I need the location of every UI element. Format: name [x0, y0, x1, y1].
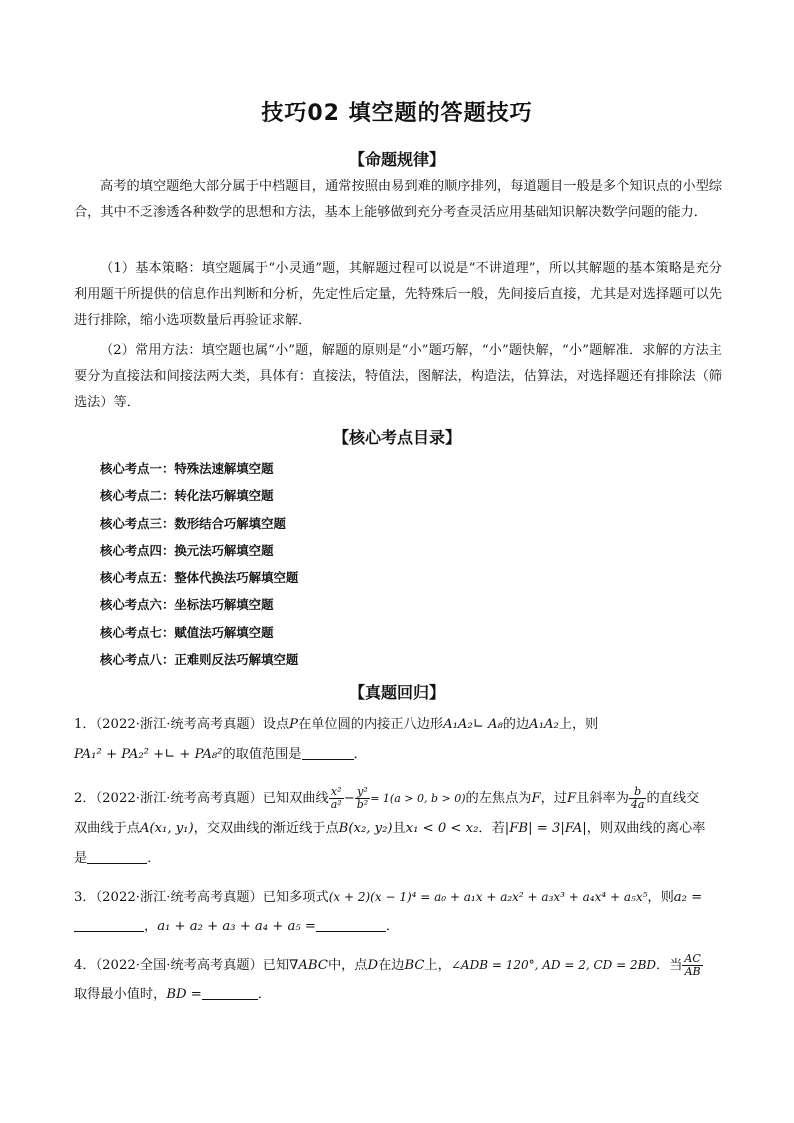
math-expr: A₁A₂∟ A₈	[443, 717, 503, 732]
problem-text: 上，	[424, 958, 451, 973]
math-expr: ∇ABC	[289, 958, 328, 973]
math-expr: F	[567, 791, 577, 806]
problem-text: 且斜率为	[576, 791, 629, 806]
problem-text: 的直线交	[646, 791, 700, 806]
problem-text: ．	[147, 851, 161, 866]
problem-text: 取得最小值时，	[74, 987, 167, 1002]
answer-blank[interactable]	[316, 917, 386, 932]
answer-blank[interactable]	[202, 985, 258, 1000]
problem-4	[74, 950, 722, 1010]
problem-text: ，过	[540, 791, 567, 806]
math-expr: |FB| = 3|FA|	[504, 821, 587, 836]
page-title: 技巧02 填空题的答题技巧	[261, 101, 533, 126]
toc-list	[100, 459, 298, 677]
toc-item: 核心考点五：整体代换法巧解填空题	[100, 570, 299, 586]
math-expr: A(x₁, y₁)	[139, 821, 194, 836]
math-expr: D	[367, 958, 379, 973]
math-expr: (x + 2)(x − 1)⁴ = a₀ + a₁x + a₂x² + a₃x³ + a₄x⁴ + a₅x⁵	[328, 890, 648, 904]
problem-2	[74, 784, 722, 874]
problem-text: 2．（2022·浙江·统考高考真题）已知双曲线	[74, 791, 329, 806]
problem-text: ．当	[656, 958, 683, 973]
math-op: −	[343, 791, 355, 806]
math-expr: F	[531, 791, 541, 806]
fraction: $\frac{\text{y²}}{\text{b²}}$	[356, 785, 369, 811]
toc-item: 核心考点二：转化法巧解填空题	[100, 488, 274, 504]
toc-item: 核心考点四：换元法巧解填空题	[100, 542, 274, 558]
toc-item: 核心考点六：坐标法巧解填空题	[100, 597, 274, 613]
fraction: $\frac{\text{x²}}{\text{a²}}$	[330, 785, 342, 811]
problem-text: 在单位圆的内接正八边形	[298, 717, 444, 732]
section-heading-toc: 【核心考点目录】	[332, 428, 461, 447]
intro-paragraph-2: （1）基本策略：填空题属于“小灵通”题，其解题过程可以说是“不讲道理”，所以其解题的基本策略是充分利用题干所提供的信息作出判断和分析，先定性后定量，先特殊后一般，先间接后直接，尤其是对选择题可以先进行排除，缩小选项数量后再验证求解．	[74, 261, 722, 328]
toc-item: 核心考点一：特殊法速解填空题	[100, 461, 274, 476]
problem-text: ．	[353, 747, 367, 762]
toc-item: 核心考点八：正难则反法巧解填空题	[100, 652, 299, 668]
fraction: $\frac{AC}{AB}$	[684, 952, 701, 978]
problem-text: ，则双曲线的离心率	[586, 821, 706, 836]
problem-text: 的左焦点为	[465, 791, 532, 806]
problem-text: 双曲线于点	[74, 821, 140, 836]
math-expr: BC	[404, 958, 425, 973]
problem-text: ．若	[478, 821, 505, 836]
math-expr: BD =	[166, 987, 202, 1002]
problem-text: 且	[392, 821, 406, 836]
intro-paragraph-3: （2）常用方法：填空题也属“小”题，解题的原则是“小”题巧解，“小”题快解，“小”题解准．求解的方法主要分为直接法和间接法两大类，具体有：直接法，特值法，图解法，构造法，估算法，对选择题还有排除法（筛选法）等．	[74, 343, 722, 410]
math-expr: B(x₂, y₂)	[338, 821, 393, 836]
problem-text: 1．（2022·浙江·统考高考真题）设点	[74, 717, 290, 732]
toc-item: 核心考点三：数形结合巧解填空题	[100, 515, 286, 531]
problem-text: ．	[385, 919, 400, 934]
problem-3	[74, 882, 722, 942]
problem-text: 3．（2022·浙江·统考高考真题）已知多项式	[74, 890, 329, 905]
fraction: $\frac{b}{4a}$	[630, 785, 645, 811]
problem-text: 是	[74, 851, 88, 866]
problem-text: ，则	[647, 890, 674, 905]
problem-text: 4．（2022·全国·统考高考真题）已知	[74, 958, 290, 973]
section-heading-rules: 【命题规律】	[348, 150, 445, 169]
problem-text: ，交双曲线的渐近线于点	[193, 821, 339, 836]
answer-blank[interactable]	[74, 917, 144, 932]
vector-sum-expr: PA₁² + PA₂² +∟ + PA₈²	[74, 747, 223, 762]
answer-blank[interactable]	[87, 849, 147, 864]
math-expr: A₁A₂	[529, 717, 559, 732]
problem-text: ．	[257, 987, 272, 1002]
math-expr: = 1(a > 0, b > 0)	[370, 792, 466, 805]
intro-paragraph-1: 高考的填空题绝大部分属于中档题目，通常按照由易到难的顺序排列，每道题目一般是多个知识点的小型综合，其中不乏渗透各种数学的思想和方法，基本上能够做到充分考查灵活应用基础知识解决数学问题的能力．	[74, 179, 722, 220]
problem-1	[74, 710, 722, 770]
math-expr: P	[289, 717, 299, 732]
problem-text: 在边	[378, 958, 405, 973]
math-expr: a₁ + a₂ + a₃ + a₄ + a₅ =	[157, 919, 316, 934]
math-expr: a₂ =	[673, 890, 703, 905]
problem-text: ，	[144, 919, 158, 934]
problem-text: 的边	[502, 717, 530, 732]
problem-text: 的取值范围是	[222, 747, 302, 762]
toc-item: 核心考点七：赋值法巧解填空题	[100, 624, 274, 640]
problem-text: 中，点	[327, 958, 368, 973]
problem-text: 上，则	[558, 717, 599, 732]
math-expr: x₁ < 0 < x₂	[405, 821, 479, 836]
section-heading-review: 【真题回归】	[348, 683, 445, 702]
math-expr: ∠ADB = 120°, AD = 2, CD = 2BD	[450, 958, 657, 972]
answer-blank[interactable]	[302, 745, 354, 760]
